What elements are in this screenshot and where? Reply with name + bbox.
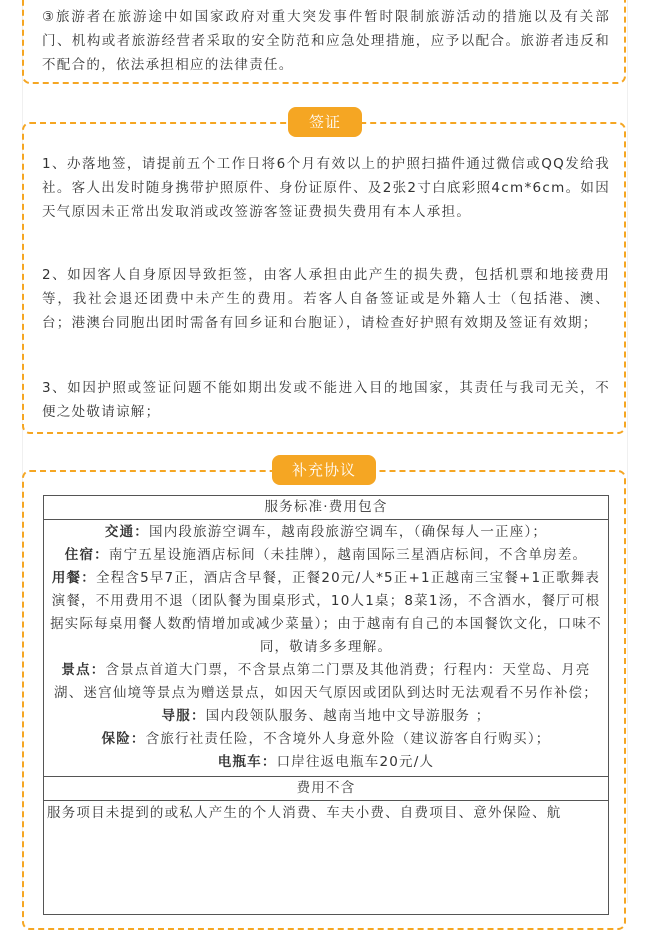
- supplement-section-title: 补充协议: [272, 455, 376, 485]
- visa-item-3: 3、如因护照或签证问题不能如期出发或不能进入目的地国家，其责任与我司无关，不便之处敬请谅解；: [42, 380, 610, 420]
- lodging-text: 南宁五星设施酒店标间（未挂牌），越南国际三星酒店标间，不含单房差。: [108, 547, 588, 563]
- exclude-header: 费用不含: [44, 776, 608, 800]
- visa-item-1: 1、办落地签，请提前五个工作日将6个月有效以上的护照扫描件通过微信或QQ发给我社。客人出发时随身携带护照原件、身份证原件、及2张2寸白底彩照4cm*6cm。如因天气原因未正常出发取消或改签游客签证费损失费用有本人承担。: [42, 156, 610, 220]
- guide-label: 导服：: [161, 708, 206, 724]
- table-row-lodging: [44, 544, 608, 567]
- visa-section-title: 签证: [288, 107, 362, 137]
- visa-item-2: 2、如因客人自身原因导致拒签，由客人承担由此产生的损失费，包括机票和地接费用等，我社会退还团费中未产生的费用。若客人自备签证或是外籍人士（包括港、澳、台；港澳台同胞出团时需备有回乡证和台胞证），请检查好护照有效期及签证有效期；: [42, 267, 610, 331]
- insurance-text: 含旅行社责任险，不含境外人身意外险（建议游客自行购买）；: [145, 731, 551, 747]
- right-guide-line: [627, 0, 628, 903]
- attractions-label: 景点：: [61, 662, 106, 678]
- table-row-guide: [44, 705, 608, 728]
- meals-label: 用餐：: [51, 570, 96, 586]
- table-row-attractions: [44, 659, 608, 705]
- ecar-text: 口岸往返电瓶车20元/人: [276, 754, 435, 770]
- ecar-label: 电瓶车：: [217, 754, 277, 770]
- transport-label: 交通：: [104, 524, 149, 540]
- transport-text: 国内段旅游空调车，越南段旅游空调车，（确保每人一正座）；: [149, 524, 548, 540]
- insurance-label: 保险：: [101, 731, 146, 747]
- meals-text: 全程含5早7正，酒店含早餐，正餐20元/人*5正+1正越南三宝餐+1正歌舞表演餐，不用费用不退（团队餐为围桌形式，10人1桌；8菜1汤，不含酒水，餐厅可根据实际每桌用餐人数酌情增加或减少菜量）；由于越南有自己的本国餐饮文化，口味不同，敬请多多理解。: [50, 570, 602, 655]
- table-row-meals: [44, 567, 608, 659]
- exclude-text: 服务项目未提到的或私人产生的个人消费、车夫小费、自费项目、意外保险、航: [44, 800, 608, 825]
- table-row-ecar: [44, 751, 608, 774]
- notice-paragraph: ③旅游者在旅游途中如国家政府对重大突发事件暂时限制旅游活动的措施以及有关部门、机构或者旅游经营者采取的安全防范和应急处理措施，应予以配合。旅游者违反和不配合的，依法承担相应的法律责任。: [42, 9, 610, 73]
- table-row-transport: [44, 520, 608, 544]
- guide-text: 国内段领队服务、越南当地中文导游服务 ；: [205, 708, 491, 724]
- attractions-text: 含景点首道大门票，不含景点第二门票及其他消费；行程内：天堂岛、月亮湖、迷宫仙境等景点为赠送景点，如因天气原因或团队到达时无法观看不另作补偿；: [54, 662, 598, 701]
- service-table-header: 服务标准·费用包含: [44, 496, 608, 520]
- service-table: [43, 495, 609, 915]
- lodging-label: 住宿：: [64, 547, 109, 563]
- table-row-insurance: [44, 728, 608, 751]
